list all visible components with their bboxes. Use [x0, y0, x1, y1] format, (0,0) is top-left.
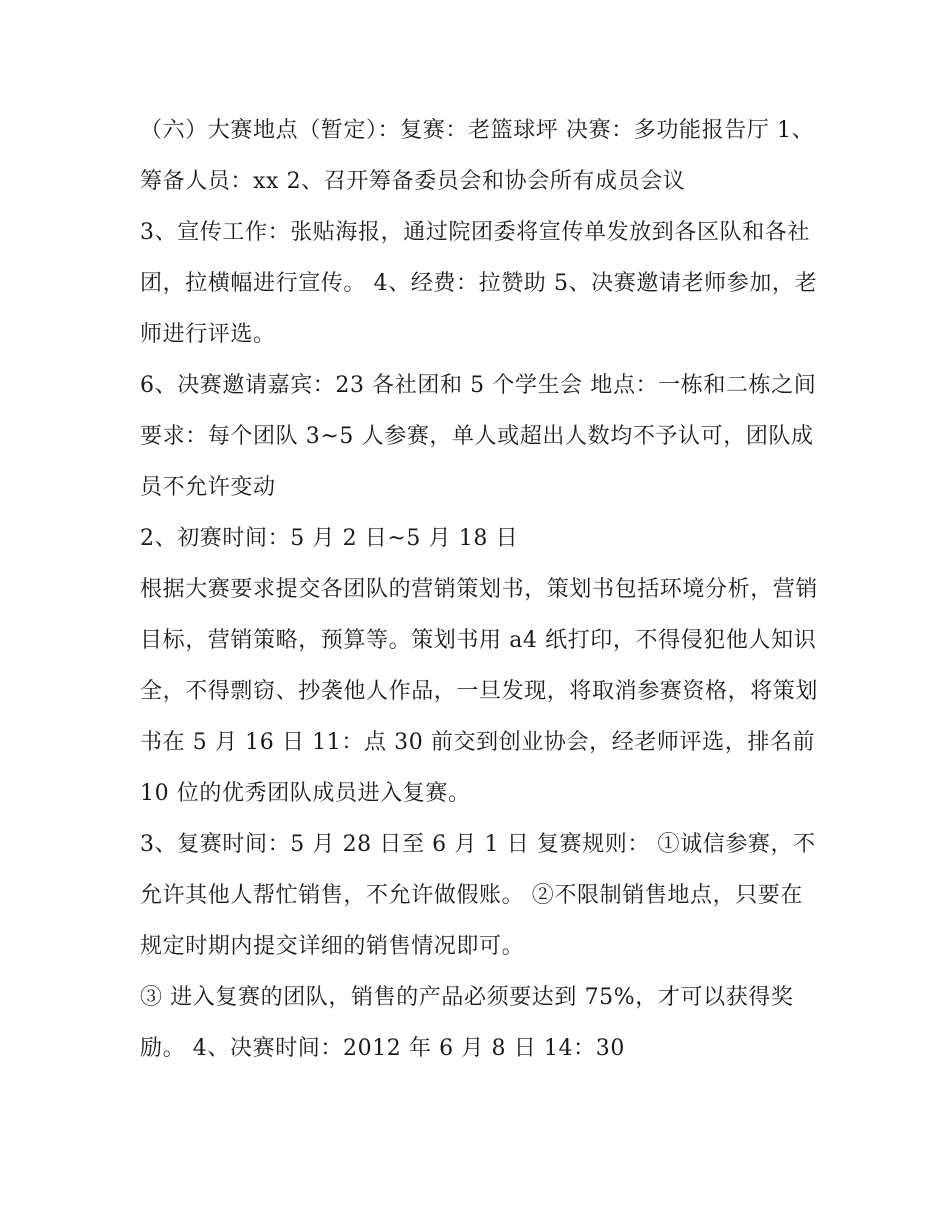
paragraph-publicity: 3、宣传工作：张贴海报，通过院团委将宣传单发放到各区队和各社团，拉横幅进行宣传。 4、经费：拉赞助 5、决赛邀请老师参加，老师进行评选。	[140, 220, 818, 347]
document-body	[140, 105, 820, 1074]
paragraph-venue: （六）大赛地点（暂定）：复赛：老篮球坪 决赛：多功能报告厅 1、筹备人员：xx 2、召开筹备委员会和协会所有成员会议	[140, 118, 815, 194]
paragraph-final-time: ③ 进入复赛的团队，销售的产品必须要达到 75%，才可以获得奖励。 4、决赛时间：2012 年 6 月 8 日 14：30	[140, 985, 794, 1061]
paragraph-plan-requirements: 根据大赛要求提交各团队的营销策划书，策划书包括环境分析，营销目标，营销策略，预算等。策划书用 a4 纸打印，不得侵犯他人知识全，不得剽窃、抄袭他人作品，一旦发现，将取消参赛资格，将策划书在 5 月 16 日 11：点 30 前交到创业协会，经老师评选，排名前 10 位的优秀团队成员进入复赛。	[140, 577, 819, 806]
paragraph-final-guests: 6、决赛邀请嘉宾：23 各社团和 5 个学生会 地点：一栋和二栋之间 要求：每个团队 3~5 人参赛，单人或超出人数均不予认可，团队成员不允许变动	[140, 373, 817, 500]
paragraph-preliminary-time: 2、初赛时间：5 月 2 日~5 月 18 日	[140, 526, 519, 551]
paragraph-semifinal-rules: 3、复赛时间：5 月 28 日至 6 月 1 日 复赛规则： ①诚信参赛，不允许其他人帮忙销售，不允许做假账。 ②不限制销售地点，只要在规定时期内提交详细的销售情况即可。	[140, 832, 816, 959]
